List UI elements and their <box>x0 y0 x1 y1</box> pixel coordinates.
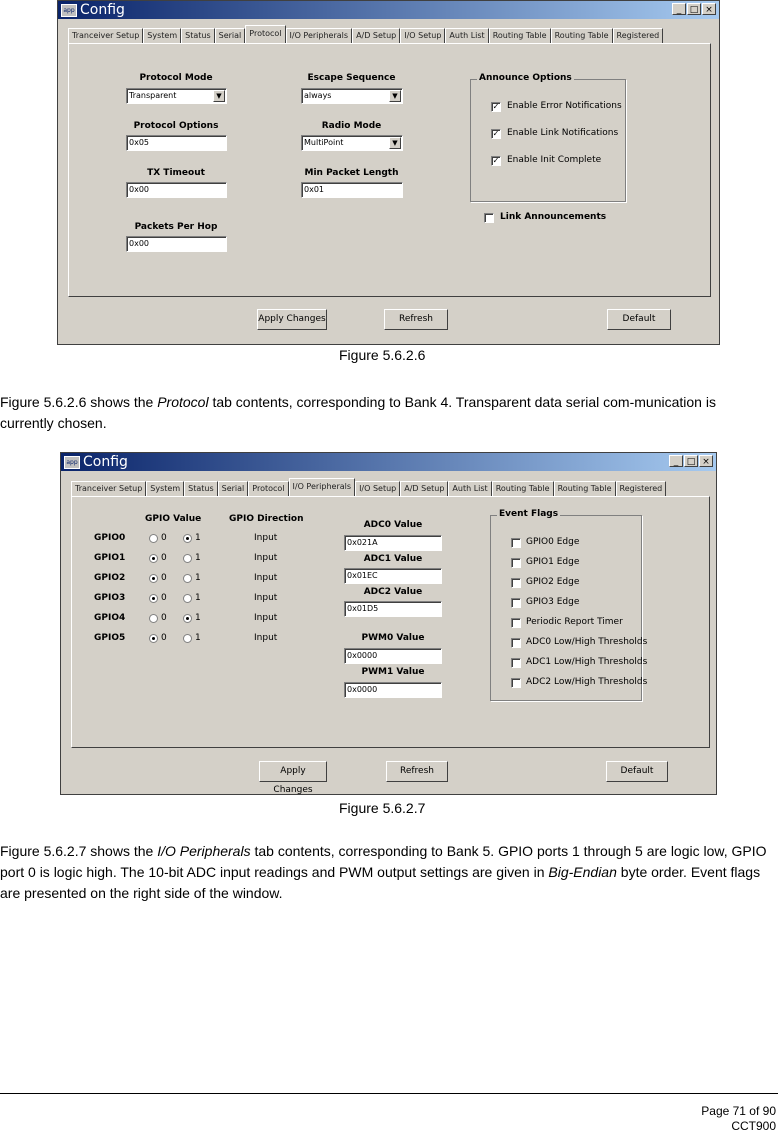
gpio-radio-1[interactable] <box>183 614 192 623</box>
paragraph-2 <box>0 841 770 904</box>
adc1-input[interactable]: 0x01EC <box>344 568 442 584</box>
config-window-protocol <box>57 0 720 345</box>
error-notifications-label: Enable Error Notifications <box>507 101 622 111</box>
minimize-icon[interactable]: _ <box>669 455 683 467</box>
event-flag-checkbox[interactable] <box>511 578 521 588</box>
para2-text-a: Figure 5.6.2.7 shows the <box>0 843 158 859</box>
default-button[interactable]: Default <box>606 761 668 782</box>
tab-status[interactable]: Status <box>184 481 218 496</box>
tab-system[interactable]: System <box>143 28 181 43</box>
tab-ad-setup[interactable]: A/D Setup <box>352 28 400 43</box>
adc2-input[interactable]: 0x01D5 <box>344 601 442 617</box>
figure-caption-2: Figure 5.6.2.7 <box>339 800 426 816</box>
announce-options-label: Announce Options <box>479 73 572 83</box>
tab-ad-setup[interactable]: A/D Setup <box>400 481 448 496</box>
radio-label-0: 0 <box>161 613 167 623</box>
paragraph-1 <box>0 392 770 434</box>
escape-sequence-value: always <box>304 91 332 100</box>
protocol-mode-value: Transparent <box>129 91 177 100</box>
radio-mode-label: Radio Mode <box>321 121 382 131</box>
default-button[interactable]: Default <box>607 309 671 330</box>
radio-label-0: 0 <box>161 573 167 583</box>
gpio-radio-0[interactable] <box>149 554 158 563</box>
pwm0-input[interactable]: 0x0000 <box>344 648 442 664</box>
event-flag-label: ADC1 Low/High Thresholds <box>526 657 648 667</box>
event-flags-label: Event Flags <box>499 509 559 519</box>
event-flags-group <box>490 509 648 701</box>
tab-routing-table[interactable]: Routing Table <box>489 28 551 43</box>
tab-registered[interactable]: Registered <box>616 481 667 496</box>
escape-sequence-label: Escape Sequence <box>307 73 396 83</box>
radio-label-0: 0 <box>161 553 167 563</box>
maximize-icon[interactable]: □ <box>687 3 701 15</box>
refresh-button[interactable]: Refresh <box>384 309 448 330</box>
event-flag-checkbox[interactable] <box>511 598 521 608</box>
radio-label-1: 1 <box>195 593 201 603</box>
gpio-value-header: GPIO Value <box>145 514 202 524</box>
radio-label-1: 1 <box>195 613 201 623</box>
gpio-name-label: GPIO2 <box>94 573 126 583</box>
radio-label-1: 1 <box>195 573 201 583</box>
tab-auth-list[interactable]: Auth List <box>448 481 491 496</box>
gpio-radio-1[interactable] <box>183 574 192 583</box>
close-icon[interactable]: × <box>702 3 716 15</box>
adc0-input[interactable]: 0x021A <box>344 535 442 551</box>
event-flag-label: GPIO2 Edge <box>526 577 580 587</box>
para1-text-a: Figure 5.6.2.6 shows the <box>0 394 158 410</box>
event-flag-label: ADC2 Low/High Thresholds <box>526 677 648 687</box>
init-complete-label: Enable Init Complete <box>507 155 602 165</box>
gpio-direction-value: Input <box>254 553 278 563</box>
gpio-direction-value: Input <box>254 533 278 543</box>
gpio-radio-0[interactable] <box>149 614 158 623</box>
event-flag-label: Periodic Report Timer <box>526 617 623 627</box>
protocol-mode-label: Protocol Mode <box>139 73 213 83</box>
announce-options-group <box>470 73 626 202</box>
gpio-radio-0[interactable] <box>149 574 158 583</box>
para2-emphasis-2: Big-Endian <box>548 864 617 880</box>
radio-label-1: 1 <box>195 533 201 543</box>
gpio-radio-0[interactable] <box>149 634 158 643</box>
event-flag-checkbox[interactable] <box>511 558 521 568</box>
event-flag-checkbox[interactable] <box>511 658 521 668</box>
tab-protocol[interactable]: Protocol <box>248 481 288 496</box>
para2-text-c: byte order. Event flags are presented on the right side of the window. <box>0 864 761 901</box>
radio-mode-value: MultiPoint <box>304 138 344 147</box>
app-icon: app <box>64 456 80 469</box>
tab-serial[interactable]: Serial <box>215 28 246 43</box>
window-title: Config <box>80 2 125 18</box>
radio-label-0: 0 <box>161 633 167 643</box>
packets-per-hop-label: Packets Per Hop <box>134 222 218 232</box>
tab-tranceiver-setup[interactable]: Tranceiver Setup <box>71 481 146 496</box>
gpio-radio-0[interactable] <box>149 594 158 603</box>
gpio-direction-value: Input <box>254 593 278 603</box>
tab-io-setup[interactable]: I/O Setup <box>355 481 400 496</box>
link-notifications-label: Enable Link Notifications <box>507 128 619 138</box>
tab-bar <box>68 27 711 43</box>
close-icon[interactable]: × <box>699 455 713 467</box>
adc1-label: ADC1 Value <box>363 554 423 564</box>
tab-routing-table-2[interactable]: Routing Table <box>554 481 616 496</box>
min-packet-length-input[interactable]: 0x01 <box>301 182 403 198</box>
radio-label-1: 1 <box>195 553 201 563</box>
event-flag-label: GPIO0 Edge <box>526 537 580 547</box>
gpio-direction-value: Input <box>254 613 278 623</box>
window-title: Config <box>83 454 128 470</box>
adc0-label: ADC0 Value <box>363 520 423 530</box>
gpio-name-label: GPIO4 <box>94 613 126 623</box>
event-flag-label: GPIO1 Edge <box>526 557 580 567</box>
event-flag-label: GPIO3 Edge <box>526 597 580 607</box>
radio-mode-select[interactable] <box>301 135 403 151</box>
checkbox-link-announcements[interactable] <box>484 213 494 223</box>
gpio-direction-header: GPIO Direction <box>229 514 304 524</box>
pwm0-label: PWM0 Value <box>361 633 425 643</box>
chevron-down-icon[interactable]: ▼ <box>389 137 401 149</box>
protocol-options-input[interactable]: 0x05 <box>126 135 227 151</box>
tab-routing-table[interactable]: Routing Table <box>492 481 554 496</box>
tab-system[interactable]: System <box>146 481 184 496</box>
tab-io-peripherals[interactable]: I/O Peripherals <box>289 478 356 496</box>
tx-timeout-input[interactable]: 0x00 <box>126 182 227 198</box>
footer-divider <box>0 1093 778 1094</box>
gpio-radio-1[interactable] <box>183 534 192 543</box>
title-bar[interactable] <box>58 1 719 19</box>
tab-auth-list[interactable]: Auth List <box>445 28 488 43</box>
page-number: Page 71 of 90 <box>701 1104 776 1118</box>
title-bar[interactable] <box>61 453 716 471</box>
gpio-name-label: GPIO0 <box>94 533 126 543</box>
gpio-name-label: GPIO3 <box>94 593 126 603</box>
tab-serial[interactable]: Serial <box>218 481 249 496</box>
app-icon: app <box>61 4 77 17</box>
gpio-radio-1[interactable] <box>183 634 192 643</box>
para2-text-b: tab contents, corresponding to Bank 5. GPIO ports 1 through 5 are logic low, GPIO port 0 is logic high. The 10-bit ADC input readings and PWM output settings are given in <box>0 843 767 880</box>
para1-emphasis: Protocol <box>157 394 209 410</box>
apply-changes-button[interactable]: Apply Changes <box>259 761 327 782</box>
para2-emphasis-1: I/O Peripherals <box>157 843 251 859</box>
tab-bar <box>71 480 708 496</box>
tab-io-setup[interactable]: I/O Setup <box>400 28 445 43</box>
maximize-icon[interactable]: □ <box>684 455 698 467</box>
tab-status[interactable]: Status <box>181 28 215 43</box>
event-flag-label: ADC0 Low/High Thresholds <box>526 637 648 647</box>
radio-label-0: 0 <box>161 593 167 603</box>
tab-protocol[interactable]: Protocol <box>245 25 285 43</box>
gpio-radio-0[interactable] <box>149 534 158 543</box>
event-flag-checkbox[interactable] <box>511 678 521 688</box>
checkbox-init-complete[interactable]: ✓ <box>492 156 500 165</box>
gpio-direction-value: Input <box>254 573 278 583</box>
minimize-icon[interactable]: _ <box>672 3 686 15</box>
figure-caption-1: Figure 5.6.2.6 <box>339 347 426 363</box>
tab-io-peripherals[interactable]: I/O Peripherals <box>286 28 353 43</box>
adc2-label: ADC2 Value <box>363 587 423 597</box>
tab-registered[interactable]: Registered <box>613 28 664 43</box>
tab-tranceiver-setup[interactable]: Tranceiver Setup <box>68 28 143 43</box>
radio-label-1: 1 <box>195 633 201 643</box>
apply-changes-button[interactable]: Apply Changes <box>257 309 327 330</box>
protocol-mode-select[interactable] <box>126 88 227 104</box>
escape-sequence-select[interactable] <box>301 88 403 104</box>
packets-per-hop-input[interactable]: 0x00 <box>126 236 227 252</box>
chevron-down-icon[interactable]: ▼ <box>389 90 401 102</box>
tab-routing-table-2[interactable]: Routing Table <box>551 28 613 43</box>
para1-text-b: tab contents, corresponding to Bank 4. Transparent data serial com-munication is currently chosen. <box>0 394 716 431</box>
doc-id: CCT900 <box>731 1119 776 1133</box>
event-flag-checkbox[interactable] <box>511 618 521 628</box>
min-packet-length-label: Min Packet Length <box>304 168 399 178</box>
pwm1-label: PWM1 Value <box>361 667 425 677</box>
link-announcements-label: Link Announcements <box>500 212 607 222</box>
event-flag-checkbox[interactable] <box>511 638 521 648</box>
gpio-radio-1[interactable] <box>183 594 192 603</box>
protocol-options-label: Protocol Options <box>133 121 219 131</box>
pwm1-input[interactable]: 0x0000 <box>344 682 442 698</box>
checkbox-error-notifications[interactable]: ✓ <box>492 102 500 111</box>
chevron-down-icon[interactable]: ▼ <box>213 90 225 102</box>
gpio-direction-value: Input <box>254 633 278 643</box>
config-window-io-peripherals <box>60 452 717 795</box>
refresh-button[interactable]: Refresh <box>386 761 448 782</box>
radio-label-0: 0 <box>161 533 167 543</box>
checkbox-link-notifications[interactable]: ✓ <box>492 129 500 138</box>
event-flag-checkbox[interactable] <box>511 538 521 548</box>
gpio-name-label: GPIO5 <box>94 633 126 643</box>
gpio-name-label: GPIO1 <box>94 553 126 563</box>
gpio-radio-1[interactable] <box>183 554 192 563</box>
tx-timeout-label: TX Timeout <box>147 168 205 178</box>
